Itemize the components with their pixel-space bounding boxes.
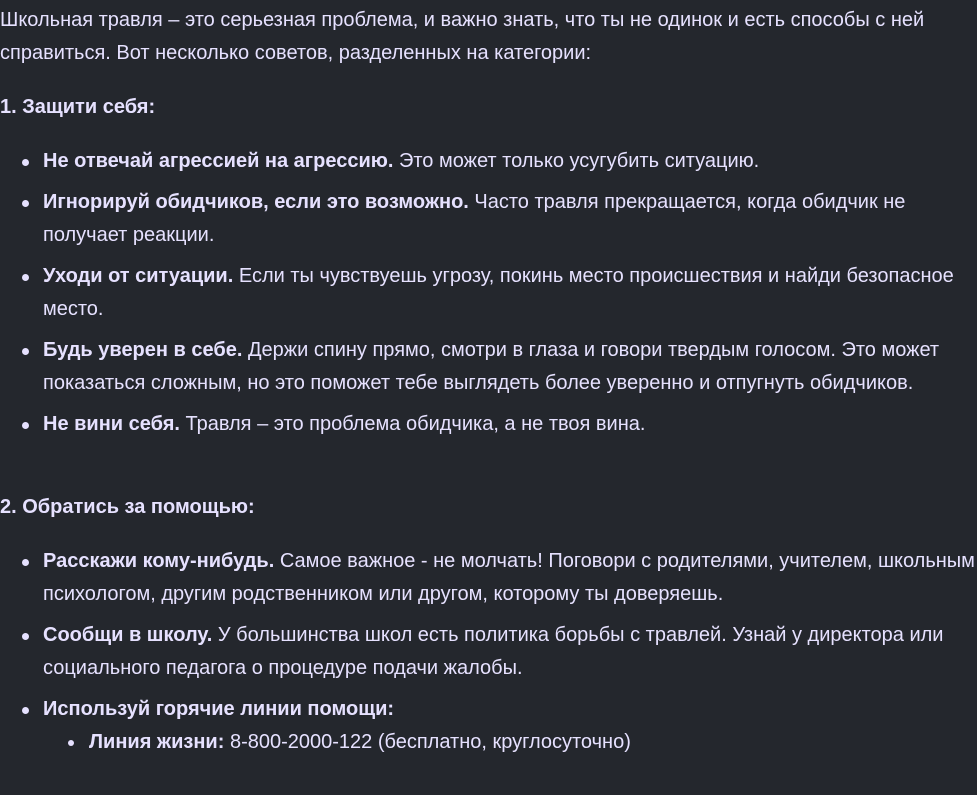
protect-yourself-list <box>0 145 977 449</box>
item-lead: Используй горячие линии помощи: <box>43 698 395 720</box>
list-item <box>0 619 977 685</box>
item-lead: Не отвечай агрессией на агрессию. <box>43 150 394 172</box>
item-lead: Будь уверен в себе. <box>43 339 243 361</box>
item-lead: Не вини себя. <box>43 413 180 435</box>
list-item <box>0 186 977 252</box>
item-text: Самое важное - не молчать! Поговори с родителями, учителем, школьным психологом, другим родственником или другом, которому ты доверяешь. <box>43 550 975 605</box>
hotline-item <box>43 726 977 759</box>
section-title-protect-yourself: 1. Защити себя: <box>0 96 156 118</box>
list-item <box>0 260 977 326</box>
section-title-get-help: 2. Обратись за помощью: <box>0 496 255 518</box>
intro-paragraph: Школьная травля – это серьезная проблема, и важно знать, что ты не одинок и есть способы с ней справиться. Вот несколько советов, разделенных на категории: <box>0 9 925 64</box>
item-text: Если ты чувствуешь угрозу, покинь место происшествия и найди безопасное место. <box>43 265 954 320</box>
item-lead: Игнорируй обидчиков, если это возможно. <box>43 191 469 213</box>
list-item <box>0 693 977 759</box>
item-text: Часто травля прекращается, когда обидчик не получает реакции. <box>43 191 906 246</box>
hotline-details: 8-800-2000-122 (бесплатно, круглосуточно) <box>224 731 631 753</box>
hotlines-list <box>43 726 977 759</box>
item-text: У большинства школ есть политика борьбы с травлей. Узнай у директора или социального педагога о процедуре подачи жалобы. <box>43 624 944 679</box>
list-item <box>0 145 977 178</box>
item-text: Это может только усугубить ситуацию. <box>393 150 760 172</box>
item-lead: Уходи от ситуации. <box>43 265 234 287</box>
item-lead: Сообщи в школу. <box>43 624 213 646</box>
item-text: Травля – это проблема обидчика, а не твоя вина. <box>179 413 646 435</box>
item-lead: Расскажи кому-нибудь. <box>43 550 275 572</box>
hotline-name: Линия жизни: <box>89 731 225 753</box>
list-item <box>0 334 977 400</box>
list-item <box>0 545 977 611</box>
get-help-list <box>0 545 977 767</box>
item-text: Держи спину прямо, смотри в глаза и говори твердым голосом. Это может показаться сложным, но это поможет тебе выглядеть более уверенно и отпугнуть обидчиков. <box>43 339 940 394</box>
list-item <box>0 408 977 441</box>
